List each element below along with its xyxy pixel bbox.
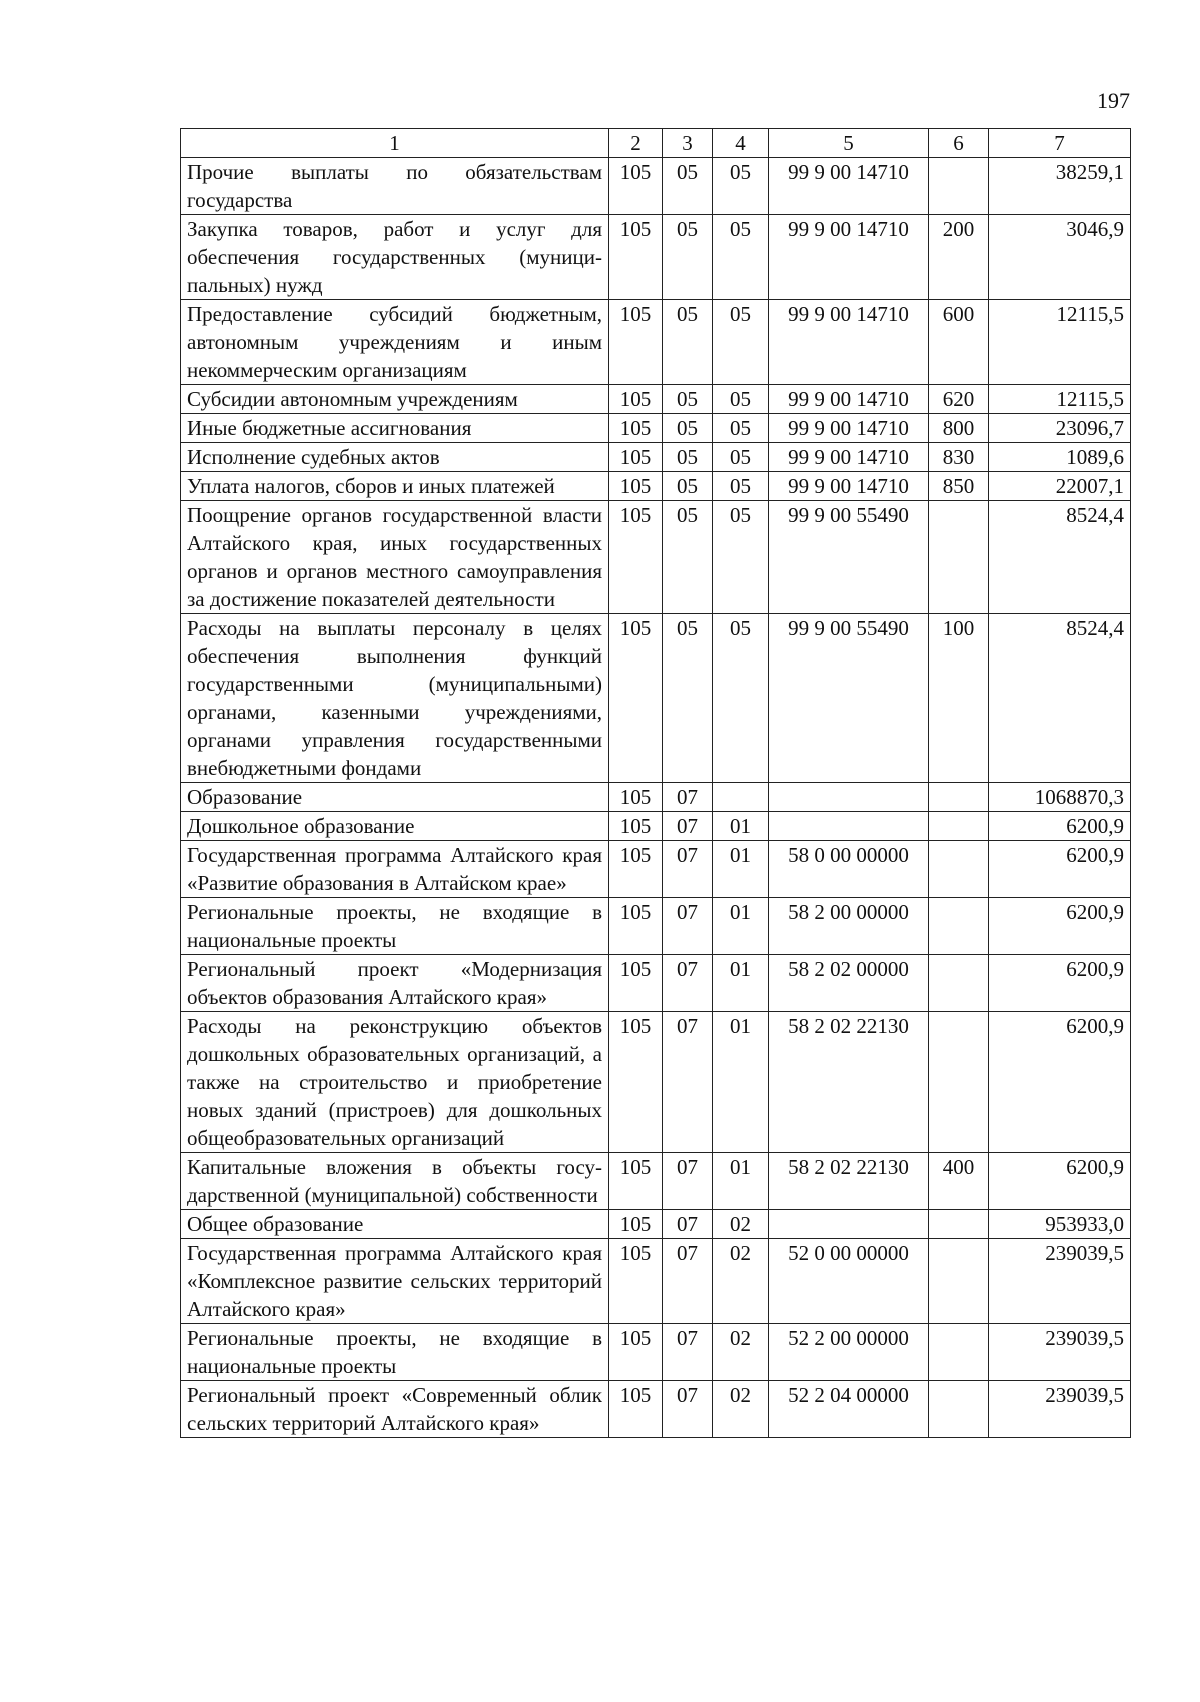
- row-target-article: 58 2 02 22130: [769, 1153, 929, 1210]
- row-section-code: 05: [663, 501, 713, 614]
- row-subsection-code: 01: [713, 898, 769, 955]
- table-row: [181, 955, 1131, 1012]
- row-section-code: 07: [663, 898, 713, 955]
- row-expense-type: 400: [929, 1153, 989, 1210]
- row-ministry-code: 105: [609, 1239, 663, 1324]
- header-cell: 6: [929, 129, 989, 158]
- table-row: [181, 472, 1131, 501]
- row-amount: 1089,6: [989, 443, 1131, 472]
- row-target-article: 52 2 04 00000: [769, 1381, 929, 1438]
- row-ministry-code: 105: [609, 158, 663, 215]
- row-amount: 1068870,3: [989, 783, 1131, 812]
- row-expense-type: 600: [929, 300, 989, 385]
- row-subsection-code: 02: [713, 1324, 769, 1381]
- header-cell: 1: [181, 129, 609, 158]
- row-ministry-code: 105: [609, 215, 663, 300]
- row-amount: 239039,5: [989, 1324, 1131, 1381]
- row-subsection-code: 01: [713, 1012, 769, 1153]
- row-amount: 6200,9: [989, 841, 1131, 898]
- row-ministry-code: 105: [609, 300, 663, 385]
- header-cell: 2: [609, 129, 663, 158]
- row-expense-type: [929, 1210, 989, 1239]
- row-ministry-code: 105: [609, 955, 663, 1012]
- row-name: Капитальные вложения в объекты государственной (муниципальной) собственности: [181, 1153, 609, 1210]
- budget-table: [180, 128, 1131, 1438]
- table-row: [181, 443, 1131, 472]
- table-row: [181, 812, 1131, 841]
- row-name: Предоставление субсидий бюджетным, автономным учреждениям и иным некоммерческим организациям: [181, 300, 609, 385]
- row-subsection-code: 05: [713, 614, 769, 783]
- row-name: Иные бюджетные ассигнования: [181, 414, 609, 443]
- row-target-article: 99 9 00 14710: [769, 385, 929, 414]
- row-expense-type: 800: [929, 414, 989, 443]
- row-target-article: 58 2 00 00000: [769, 898, 929, 955]
- row-ministry-code: 105: [609, 614, 663, 783]
- row-amount: 239039,5: [989, 1381, 1131, 1438]
- row-ministry-code: 105: [609, 472, 663, 501]
- row-expense-type: [929, 898, 989, 955]
- row-name: Поощрение органов государственной власти Алтайского края, иных государственных органов и органов местного самоуправления за достижение показателей деятельности: [181, 501, 609, 614]
- row-name: Общее образование: [181, 1210, 609, 1239]
- row-target-article: 99 9 00 14710: [769, 414, 929, 443]
- row-target-article: [769, 1210, 929, 1239]
- page-number: 197: [1097, 88, 1130, 113]
- row-name: Государственная программа Алтайского края «Развитие образования в Алтайском крае»: [181, 841, 609, 898]
- row-amount: 953933,0: [989, 1210, 1131, 1239]
- row-amount: 12115,5: [989, 385, 1131, 414]
- row-subsection-code: 02: [713, 1381, 769, 1438]
- row-section-code: 07: [663, 1153, 713, 1210]
- row-expense-type: 850: [929, 472, 989, 501]
- row-target-article: 52 0 00 00000: [769, 1239, 929, 1324]
- row-amount: 6200,9: [989, 955, 1131, 1012]
- table-row: [181, 1381, 1131, 1438]
- row-target-article: 99 9 00 14710: [769, 472, 929, 501]
- table-row: [181, 1239, 1131, 1324]
- row-amount: 8524,4: [989, 501, 1131, 614]
- row-ministry-code: 105: [609, 812, 663, 841]
- row-amount: 23096,7: [989, 414, 1131, 443]
- row-ministry-code: 105: [609, 1381, 663, 1438]
- row-amount: 3046,9: [989, 215, 1131, 300]
- row-subsection-code: 05: [713, 472, 769, 501]
- row-subsection-code: 05: [713, 300, 769, 385]
- row-subsection-code: 01: [713, 812, 769, 841]
- row-target-article: 58 2 02 00000: [769, 955, 929, 1012]
- table-row: [181, 215, 1131, 300]
- row-section-code: 07: [663, 1381, 713, 1438]
- row-section-code: 07: [663, 841, 713, 898]
- table-row: [181, 614, 1131, 783]
- row-subsection-code: 01: [713, 841, 769, 898]
- row-name: Субсидии автономным учреждениям: [181, 385, 609, 414]
- row-name: Образование: [181, 783, 609, 812]
- header-cell: 5: [769, 129, 929, 158]
- row-expense-type: 830: [929, 443, 989, 472]
- row-expense-type: 620: [929, 385, 989, 414]
- row-section-code: 07: [663, 783, 713, 812]
- row-amount: 8524,4: [989, 614, 1131, 783]
- row-ministry-code: 105: [609, 443, 663, 472]
- table-row: [181, 501, 1131, 614]
- row-target-article: 99 9 00 14710: [769, 215, 929, 300]
- row-name: Дошкольное образование: [181, 812, 609, 841]
- row-ministry-code: 105: [609, 501, 663, 614]
- row-subsection-code: 05: [713, 385, 769, 414]
- table-row: [181, 158, 1131, 215]
- row-subsection-code: 05: [713, 158, 769, 215]
- row-target-article: 99 9 00 14710: [769, 443, 929, 472]
- row-name: Расходы на реконструкцию объектов дошкольных образовательных организаций, а также на строительство и приобретение новых зданий (пристроев) для дошкольных общеобразовательных организаций: [181, 1012, 609, 1153]
- table-row: [181, 300, 1131, 385]
- row-amount: 6200,9: [989, 812, 1131, 841]
- row-section-code: 07: [663, 812, 713, 841]
- row-name: Региональный проект «Модернизация объектов образования Алтайского края»: [181, 955, 609, 1012]
- row-expense-type: [929, 501, 989, 614]
- row-ministry-code: 105: [609, 898, 663, 955]
- row-amount: 38259,1: [989, 158, 1131, 215]
- row-expense-type: [929, 1012, 989, 1153]
- table-row: [181, 841, 1131, 898]
- row-amount: 239039,5: [989, 1239, 1131, 1324]
- row-expense-type: [929, 1381, 989, 1438]
- row-subsection-code: 02: [713, 1239, 769, 1324]
- row-amount: 6200,9: [989, 1012, 1131, 1153]
- row-ministry-code: 105: [609, 1153, 663, 1210]
- table-row: [181, 1210, 1131, 1239]
- row-section-code: 05: [663, 443, 713, 472]
- row-ministry-code: 105: [609, 1210, 663, 1239]
- row-expense-type: [929, 158, 989, 215]
- row-subsection-code: 05: [713, 414, 769, 443]
- row-section-code: 07: [663, 1324, 713, 1381]
- row-name: Региональный проект «Современный облик сельских территорий Алтайского края»: [181, 1381, 609, 1438]
- row-name: Прочие выплаты по обязательствам государства: [181, 158, 609, 215]
- row-subsection-code: 05: [713, 501, 769, 614]
- row-target-article: 58 0 00 00000: [769, 841, 929, 898]
- row-section-code: 07: [663, 1210, 713, 1239]
- row-amount: 6200,9: [989, 1153, 1131, 1210]
- row-section-code: 05: [663, 158, 713, 215]
- row-expense-type: 100: [929, 614, 989, 783]
- table-row: [181, 385, 1131, 414]
- header-cell: 4: [713, 129, 769, 158]
- row-target-article: 99 9 00 55490: [769, 501, 929, 614]
- row-target-article: [769, 812, 929, 841]
- row-name: Уплата налогов, сборов и иных платежей: [181, 472, 609, 501]
- table-row: [181, 898, 1131, 955]
- row-name: Региональные проекты, не входящие в национальные проекты: [181, 898, 609, 955]
- table-row: [181, 783, 1131, 812]
- row-amount: 6200,9: [989, 898, 1131, 955]
- row-amount: 22007,1: [989, 472, 1131, 501]
- row-ministry-code: 105: [609, 385, 663, 414]
- row-ministry-code: 105: [609, 414, 663, 443]
- row-expense-type: [929, 1239, 989, 1324]
- row-expense-type: [929, 841, 989, 898]
- row-expense-type: [929, 1324, 989, 1381]
- row-section-code: 05: [663, 614, 713, 783]
- table-row: [181, 1012, 1131, 1153]
- table-row: [181, 414, 1131, 443]
- header-cell: 3: [663, 129, 713, 158]
- row-section-code: 07: [663, 955, 713, 1012]
- row-section-code: 05: [663, 300, 713, 385]
- table-row: [181, 1324, 1131, 1381]
- row-section-code: 05: [663, 414, 713, 443]
- row-ministry-code: 105: [609, 783, 663, 812]
- row-ministry-code: 105: [609, 1012, 663, 1153]
- row-target-article: 58 2 02 22130: [769, 1012, 929, 1153]
- row-target-article: [769, 783, 929, 812]
- row-expense-type: [929, 812, 989, 841]
- row-section-code: 07: [663, 1012, 713, 1153]
- row-subsection-code: 05: [713, 443, 769, 472]
- row-name: Государственная программа Алтайского края «Комплексное развитие сельских территорий Алтайского края»: [181, 1239, 609, 1324]
- row-name: Закупка товаров, работ и услуг для обеспечения государственных (муниципальных) нужд: [181, 215, 609, 300]
- row-name: Расходы на выплаты персоналу в целях обеспечения выполнения функций государственными (муниципальными) органами, казенными учреждениями, органами управления государственными внебюджетными фондами: [181, 614, 609, 783]
- row-subsection-code: 02: [713, 1210, 769, 1239]
- row-subsection-code: 01: [713, 1153, 769, 1210]
- row-section-code: 05: [663, 472, 713, 501]
- row-expense-type: [929, 783, 989, 812]
- row-subsection-code: [713, 783, 769, 812]
- table-header-row: [181, 129, 1131, 158]
- header-cell: 7: [989, 129, 1131, 158]
- row-expense-type: 200: [929, 215, 989, 300]
- row-target-article: 99 9 00 14710: [769, 158, 929, 215]
- row-name: Исполнение судебных актов: [181, 443, 609, 472]
- row-amount: 12115,5: [989, 300, 1131, 385]
- row-expense-type: [929, 955, 989, 1012]
- row-target-article: 99 9 00 55490: [769, 614, 929, 783]
- row-subsection-code: 05: [713, 215, 769, 300]
- table-row: [181, 1153, 1131, 1210]
- row-name: Региональные проекты, не входящие в национальные проекты: [181, 1324, 609, 1381]
- row-section-code: 05: [663, 385, 713, 414]
- row-ministry-code: 105: [609, 1324, 663, 1381]
- row-target-article: 99 9 00 14710: [769, 300, 929, 385]
- row-section-code: 05: [663, 215, 713, 300]
- row-section-code: 07: [663, 1239, 713, 1324]
- row-target-article: 52 2 00 00000: [769, 1324, 929, 1381]
- row-ministry-code: 105: [609, 841, 663, 898]
- row-subsection-code: 01: [713, 955, 769, 1012]
